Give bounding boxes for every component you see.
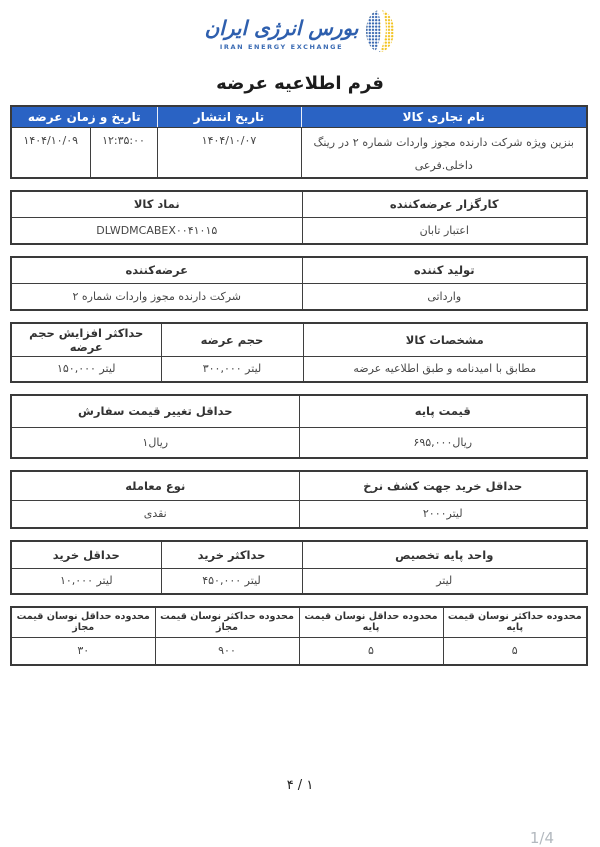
fluctuation-range-table: [10, 606, 588, 666]
broker-symbol-table: [10, 190, 588, 245]
min-allowed-fluct-header: محدوده حداقل نوسان قیمت مجاز: [11, 607, 155, 637]
max-increase-value: لیتر ۱۵۰,۰۰۰: [11, 356, 161, 382]
price-table: [10, 394, 588, 459]
min-allowed-fluct-value: ۳۰: [11, 637, 155, 665]
page-title: فرم اطلاعیه عرضه: [216, 73, 384, 94]
base-price-header: قیمت پایه: [299, 395, 587, 427]
supply-volume-header: حجم عرضه: [161, 323, 303, 357]
viewer-page-indicator: 1/4: [529, 829, 554, 847]
min-buy-value: لیتر ۱۰,۰۰۰: [11, 568, 161, 594]
broker-value: اعتبار تابان: [302, 218, 587, 244]
publish-date-value: ۱۴۰۴/۱۰/۰۷: [157, 127, 301, 178]
symbol-header: نماد کالا: [11, 191, 302, 218]
trade-name-header: نام تجاری کالا: [301, 106, 587, 127]
exchange-logo: [12, 7, 588, 59]
min-buy-header: حداقل خرید: [11, 541, 161, 568]
purchase-limits-table: [10, 540, 588, 595]
trade-type-table: [10, 470, 588, 529]
min-discovery-header: حداقل خرید جهت کشف نرخ: [299, 471, 587, 500]
min-tick-header: حداقل تغییر قیمت سفارش: [11, 395, 299, 427]
max-buy-header: حداکثر خرید: [161, 541, 302, 568]
page-number: ۱ / ۴: [286, 778, 314, 794]
max-allowed-fluct-header: محدوده حداکثر نوسان قیمت مجاز: [155, 607, 299, 637]
max-base-fluct-header: محدوده حداکثر نوسان قیمت پایه: [443, 607, 587, 637]
supplier-header: عرضه‌کننده: [11, 257, 302, 284]
producer-value: وارداتی: [302, 284, 587, 310]
min-base-fluct-value: ۵: [299, 637, 443, 665]
supply-volume-value: لیتر ۳۰۰,۰۰۰: [161, 356, 303, 382]
broker-header: کارگزار عرضه‌کننده: [302, 191, 587, 218]
symbol-value: DLWDMCABEX۰۰۴۱۰۱۵: [11, 218, 302, 244]
max-allowed-fluct-value: ۹۰۰: [155, 637, 299, 665]
supply-date-value: ۱۴۰۴/۱۰/۰۹: [11, 127, 90, 178]
exchange-emblem-icon: [365, 9, 395, 57]
max-base-fluct-value: ۵: [443, 637, 587, 665]
publish-date-header: تاریخ انتشار: [157, 106, 301, 127]
min-base-fluct-header: محدوده حداقل نوسان قیمت پایه: [299, 607, 443, 637]
supply-time-value: ۱۲:۳۵:۰۰: [90, 127, 157, 178]
document-page: [0, 7, 600, 847]
brand-name-english: IRAN ENERGY EXCHANGE: [219, 42, 344, 51]
max-buy-value: لیتر ۴۵۰,۰۰۰: [161, 568, 302, 594]
alloc-unit-header: واحد پایه تخصیص: [302, 541, 587, 568]
producer-supplier-table: [10, 256, 588, 311]
max-increase-header: حداکثر افزایش حجم عرضه: [11, 323, 161, 357]
supply-datetime-header: تاریخ و زمان عرضه: [11, 106, 157, 127]
exchange-logo-text: [205, 16, 359, 51]
alloc-unit-value: لیتر: [302, 568, 587, 594]
supplier-value: شرکت دارنده مجوز واردات شماره ۲: [11, 284, 302, 310]
base-price-value: ریال۶۹۵,۰۰۰: [299, 427, 587, 458]
min-discovery-value: لیتر۲۰۰۰: [299, 500, 587, 528]
trade-type-value: نقدی: [11, 500, 299, 528]
specs-value: مطابق با امیدنامه و طبق اطلاعیه عرضه: [303, 356, 587, 382]
brand-name-farsi: بورس انرژی ایران: [204, 15, 359, 40]
producer-header: تولید کننده: [302, 257, 587, 284]
product-info-table: [10, 105, 588, 179]
specs-header: مشخصات کالا: [303, 323, 587, 357]
trade-name-value: بنزین ویژه شرکت دارنده مجوز واردات شماره ۲ در رینگ داخلی.فرعی: [301, 127, 587, 178]
min-tick-value: ریال۱: [11, 427, 299, 458]
trade-type-header: نوع معامله: [11, 471, 299, 500]
volume-table: [10, 322, 588, 384]
